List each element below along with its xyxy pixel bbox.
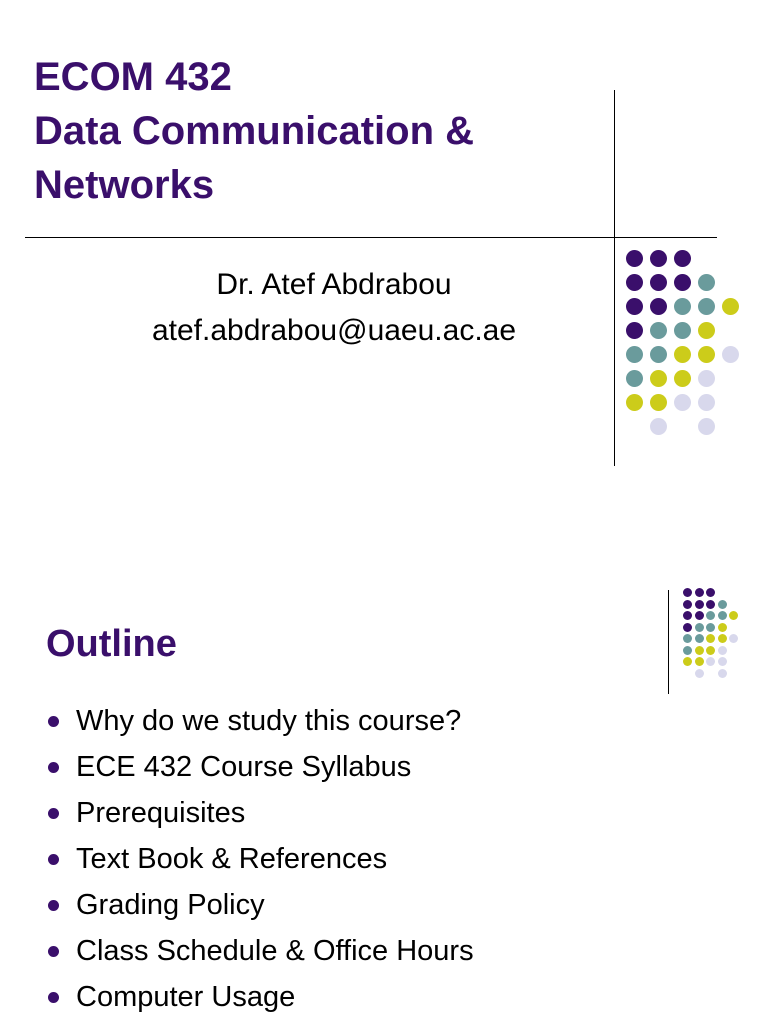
decorative-dot: [695, 588, 704, 597]
list-item-text: Class Schedule & Office Hours: [76, 935, 474, 967]
decorative-dot: [626, 346, 643, 363]
list-item: [48, 698, 474, 744]
decorative-dot: [695, 669, 704, 678]
bullet-icon: [48, 900, 59, 911]
decorative-dot: [706, 646, 715, 655]
list-item-text: Computer Usage: [76, 981, 296, 1013]
course-title-line: Data Communication &: [34, 109, 475, 153]
list-item-text: Why do we study this course?: [76, 705, 462, 737]
decorative-dot: [683, 588, 692, 597]
decorative-dot: [650, 370, 667, 387]
decorative-dot: [722, 346, 739, 363]
decorative-dot: [695, 623, 704, 632]
list-item: [48, 836, 474, 882]
vertical-divider: [668, 590, 669, 694]
author-email: atef.abdrabou@uaeu.ac.ae: [151, 314, 517, 347]
decorative-dot: [650, 322, 667, 339]
author-name: Dr. Atef Abdrabou: [216, 268, 452, 301]
decorative-dot: [674, 298, 691, 315]
decorative-dot: [722, 298, 739, 315]
outline-title: Outline: [46, 623, 177, 665]
decorative-dot: [683, 600, 692, 609]
decorative-dot: [626, 298, 643, 315]
decorative-dot: [650, 298, 667, 315]
list-item: [48, 974, 474, 1020]
decorative-dot: [706, 600, 715, 609]
list-item-text: Grading Policy: [76, 889, 265, 921]
decorative-dot: [626, 322, 643, 339]
decorative-dot: [683, 634, 692, 643]
decorative-dot: [626, 250, 643, 267]
decorative-dot: [650, 418, 667, 435]
course-title-line: ECOM 432: [34, 55, 232, 99]
decorative-dot: [683, 623, 692, 632]
bullet-icon: [48, 808, 59, 819]
list-item: [48, 790, 474, 836]
decorative-dot: [718, 669, 727, 678]
decorative-dot: [695, 646, 704, 655]
decorative-dot: [695, 611, 704, 620]
decorative-dot: [683, 646, 692, 655]
list-item: [48, 744, 474, 790]
decorative-dot: [706, 657, 715, 666]
vertical-divider: [614, 90, 615, 466]
outline-slide: [0, 512, 768, 1024]
decorative-dot: [718, 623, 727, 632]
decorative-dot: [698, 346, 715, 363]
decorative-dot: [706, 588, 715, 597]
decorative-dot: [729, 611, 738, 620]
decorative-dot: [706, 634, 715, 643]
course-title-line: Networks: [34, 163, 215, 207]
decorative-dot: [718, 657, 727, 666]
outline-list: [48, 698, 474, 1020]
list-item: [48, 928, 474, 974]
decorative-dot: [674, 274, 691, 291]
decorative-dot-grid: [626, 250, 746, 440]
list-item: [48, 882, 474, 928]
decorative-dot: [683, 657, 692, 666]
decorative-dot: [674, 346, 691, 363]
list-item-text: ECE 432 Course Syllabus: [76, 751, 412, 783]
decorative-dot: [698, 394, 715, 411]
decorative-dot: [650, 250, 667, 267]
list-item-text: Text Book & References: [76, 843, 388, 875]
decorative-dot: [626, 370, 643, 387]
decorative-dot: [626, 274, 643, 291]
decorative-dot: [718, 646, 727, 655]
decorative-dot: [626, 394, 643, 411]
decorative-dot: [698, 274, 715, 291]
bullet-icon: [48, 716, 59, 727]
decorative-dot: [683, 611, 692, 620]
decorative-dot: [718, 634, 727, 643]
decorative-dot: [674, 394, 691, 411]
decorative-dot: [674, 250, 691, 267]
decorative-dot: [695, 634, 704, 643]
author-block: [100, 262, 568, 354]
decorative-dot: [674, 322, 691, 339]
decorative-dot: [674, 370, 691, 387]
list-item-text: Prerequisites: [76, 797, 246, 829]
decorative-dot-grid: [683, 588, 753, 680]
decorative-dot: [695, 657, 704, 666]
decorative-dot: [729, 634, 738, 643]
bullet-icon: [48, 946, 59, 957]
decorative-dot: [698, 418, 715, 435]
bullet-icon: [48, 854, 59, 865]
decorative-dot: [650, 394, 667, 411]
decorative-dot: [698, 322, 715, 339]
decorative-dot: [706, 611, 715, 620]
decorative-dot: [718, 600, 727, 609]
decorative-dot: [695, 600, 704, 609]
course-title: [34, 50, 474, 212]
decorative-dot: [650, 274, 667, 291]
decorative-dot: [706, 623, 715, 632]
bullet-icon: [48, 992, 59, 1003]
decorative-dot: [650, 346, 667, 363]
decorative-dot: [698, 298, 715, 315]
decorative-dot: [698, 370, 715, 387]
bullet-icon: [48, 762, 59, 773]
decorative-dot: [718, 611, 727, 620]
